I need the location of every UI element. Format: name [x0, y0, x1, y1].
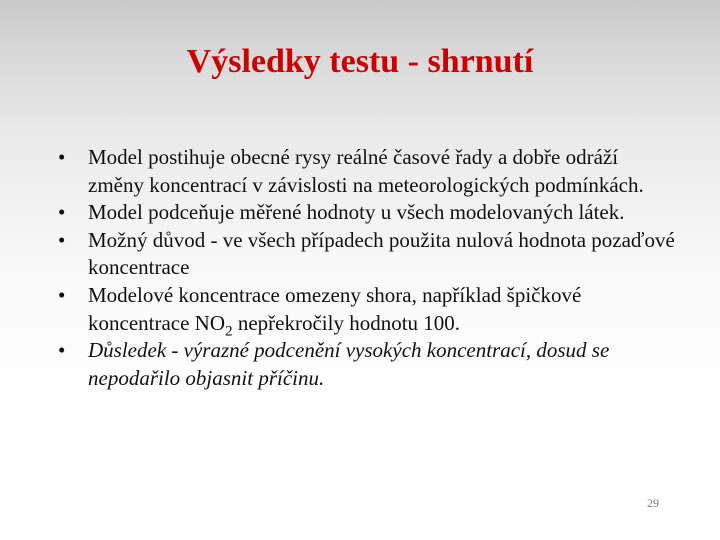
bullet-text: [88, 282, 582, 339]
bullet-dot-icon: •: [58, 200, 66, 225]
bullet-text: Model postihuje obecné rysy reálné časové řady a dobře odráží změny koncentrací v závislosti na meteorologických podmínkách.: [88, 145, 644, 197]
page-number: 29: [647, 496, 659, 510]
bullet-item: [58, 337, 678, 392]
bullet-item: [58, 227, 678, 282]
bullet-text: Model podceňuje měřené hodnoty u všech modelovaných látek.: [88, 200, 625, 225]
bullet-text: Důsledek - výrazné podcenění vysokých koncentrací, dosud se nepodařilo objasnit příčinu.: [88, 338, 610, 390]
bullet-item: [58, 199, 678, 227]
bullet-item: [58, 282, 678, 337]
bullet-item: [58, 144, 678, 199]
bullet-dot-icon: •: [58, 227, 66, 252]
bullet-dot-icon: •: [58, 145, 66, 169]
subscript: 2: [225, 322, 233, 339]
slide-title: Výsledky testu - shrnutí: [186, 43, 534, 80]
bullet-text-part: Modelové koncentrace omezeny shora, například špičkové koncentrace NO: [88, 282, 582, 335]
bullet-dot-icon: •: [58, 338, 66, 363]
bullet-text-part: nepřekročily hodnotu 100.: [232, 310, 461, 335]
bullet-dot-icon: •: [58, 282, 66, 307]
bullet-list: [58, 144, 678, 392]
bullet-text: Možný důvod - ve všech případech použita nulová hodnota pozaďové koncentrace: [88, 227, 675, 280]
